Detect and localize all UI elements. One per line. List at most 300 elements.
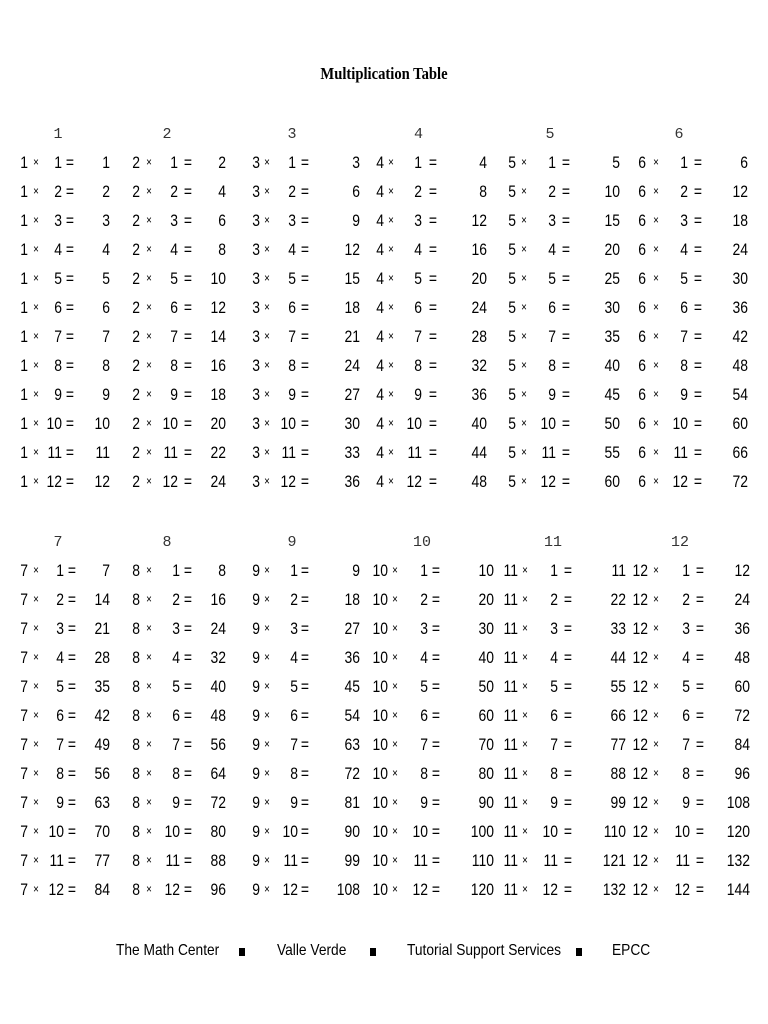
multiplier: 3 bbox=[420, 619, 428, 638]
equation-row bbox=[350, 759, 500, 788]
multiplier: 5 bbox=[172, 677, 180, 696]
equals-sign: = bbox=[183, 182, 193, 201]
equals-sign: = bbox=[563, 793, 573, 812]
equation-row bbox=[350, 351, 500, 380]
multiplier: 9 bbox=[288, 385, 296, 404]
multiplicand: 8 bbox=[132, 677, 140, 696]
product: 72 bbox=[210, 793, 226, 812]
equals-sign: = bbox=[300, 211, 310, 230]
times-sign: × bbox=[653, 563, 659, 577]
multiplicand: 2 bbox=[132, 182, 140, 201]
equals-sign: = bbox=[695, 735, 705, 754]
product: 96 bbox=[210, 880, 226, 899]
product: 32 bbox=[210, 648, 226, 667]
product: 66 bbox=[732, 443, 748, 462]
product: 45 bbox=[604, 385, 620, 404]
multiplicand: 1 bbox=[20, 414, 28, 433]
times-sign: × bbox=[264, 679, 270, 693]
product: 24 bbox=[344, 356, 360, 375]
product: 84 bbox=[94, 880, 110, 899]
multiplicand: 7 bbox=[20, 880, 28, 899]
product: 48 bbox=[471, 472, 487, 491]
equation-row bbox=[610, 875, 760, 904]
equation-row bbox=[350, 148, 500, 177]
times-sign: × bbox=[33, 184, 39, 198]
multiplier: 7 bbox=[54, 327, 62, 346]
multiplier: 6 bbox=[288, 298, 296, 317]
multiplicand: 11 bbox=[503, 764, 518, 783]
times-sign: × bbox=[146, 766, 152, 780]
product: 12 bbox=[471, 211, 487, 230]
multiplier: 1 bbox=[290, 561, 298, 580]
multiplier: 5 bbox=[548, 269, 556, 288]
product: 54 bbox=[732, 385, 748, 404]
product: 24 bbox=[471, 298, 487, 317]
equals-sign: = bbox=[183, 677, 193, 696]
equals-sign: = bbox=[65, 443, 75, 462]
multiplicand: 5 bbox=[508, 385, 516, 404]
equals-sign: = bbox=[561, 211, 571, 230]
multiplicand: 8 bbox=[132, 735, 140, 754]
product: 27 bbox=[344, 619, 360, 638]
equation-row bbox=[350, 264, 500, 293]
equation-row bbox=[480, 409, 630, 438]
equals-sign: = bbox=[300, 327, 310, 346]
equals-sign: = bbox=[183, 211, 193, 230]
times-sign: × bbox=[392, 824, 398, 838]
times-sign: × bbox=[521, 271, 527, 285]
multiplier: 8 bbox=[550, 764, 558, 783]
equals-sign: = bbox=[300, 677, 310, 696]
times-sign: × bbox=[522, 708, 528, 722]
multiplier: 1 bbox=[550, 561, 558, 580]
times-sign: × bbox=[33, 650, 39, 664]
equals-sign: = bbox=[67, 822, 77, 841]
multiplicand: 12 bbox=[632, 851, 648, 870]
multiplicand: 4 bbox=[376, 153, 384, 172]
multiplier: 6 bbox=[550, 706, 558, 725]
equation-row bbox=[610, 206, 760, 235]
multiplier: 1 bbox=[288, 153, 296, 172]
multiplier: 2 bbox=[550, 590, 558, 609]
equals-sign: = bbox=[300, 822, 310, 841]
product: 18 bbox=[210, 385, 226, 404]
times-sign: × bbox=[522, 795, 528, 809]
equals-sign: = bbox=[300, 619, 310, 638]
times-sign: × bbox=[653, 621, 659, 635]
product: 42 bbox=[732, 327, 748, 346]
equation-row bbox=[350, 585, 500, 614]
multiplier: 4 bbox=[682, 648, 690, 667]
multiplicand: 6 bbox=[638, 240, 646, 259]
equals-sign: = bbox=[65, 414, 75, 433]
multiplier: 11 bbox=[407, 443, 422, 462]
equation-row bbox=[350, 438, 500, 467]
multiplicand: 11 bbox=[503, 706, 518, 725]
equals-sign: = bbox=[695, 677, 705, 696]
equals-sign: = bbox=[431, 880, 441, 899]
product: 90 bbox=[344, 822, 360, 841]
times-sign: × bbox=[522, 563, 528, 577]
multiplicand: 6 bbox=[638, 414, 646, 433]
product: 27 bbox=[344, 385, 360, 404]
square-bullet-icon bbox=[370, 948, 376, 956]
multiplicand: 9 bbox=[252, 648, 260, 667]
multiplicand: 6 bbox=[638, 327, 646, 346]
multiplier: 3 bbox=[548, 211, 556, 230]
multiplicand: 10 bbox=[372, 735, 388, 754]
multiplier: 6 bbox=[54, 298, 62, 317]
product: 15 bbox=[344, 269, 360, 288]
times-sign: × bbox=[388, 300, 394, 314]
equation-row bbox=[480, 585, 630, 614]
multiplier: 10 bbox=[48, 822, 64, 841]
equals-sign: = bbox=[563, 764, 573, 783]
equation-row bbox=[610, 846, 760, 875]
product: 15 bbox=[604, 211, 620, 230]
equals-sign: = bbox=[695, 648, 705, 667]
times-sign: × bbox=[146, 155, 152, 169]
times-sign: × bbox=[146, 184, 152, 198]
multiplier: 11 bbox=[673, 443, 688, 462]
multiplier: 10 bbox=[672, 414, 688, 433]
product: 12 bbox=[344, 240, 360, 259]
product: 35 bbox=[94, 677, 110, 696]
equation-row bbox=[610, 585, 760, 614]
multiplier: 12 bbox=[672, 472, 688, 491]
multiplier: 10 bbox=[674, 822, 690, 841]
multiplier: 8 bbox=[290, 764, 298, 783]
multiplicand: 5 bbox=[508, 182, 516, 201]
multiplicand: 10 bbox=[372, 677, 388, 696]
times-sign: × bbox=[33, 679, 39, 693]
multiplicand: 4 bbox=[376, 182, 384, 201]
product: 44 bbox=[610, 648, 626, 667]
equals-sign: = bbox=[695, 880, 705, 899]
multiplier: 4 bbox=[290, 648, 298, 667]
footer-math-center: The Math Center bbox=[116, 942, 220, 959]
times-sign: × bbox=[264, 650, 270, 664]
times-sign: × bbox=[146, 358, 152, 372]
multiplier: 3 bbox=[56, 619, 64, 638]
multiplicand: 3 bbox=[252, 182, 260, 201]
times-sign: × bbox=[653, 679, 659, 693]
times-sign: × bbox=[146, 650, 152, 664]
multiplier: 4 bbox=[420, 648, 428, 667]
equals-sign: = bbox=[563, 590, 573, 609]
multiplier: 4 bbox=[550, 648, 558, 667]
times-sign: × bbox=[33, 358, 39, 372]
equals-sign: = bbox=[431, 706, 441, 725]
times-sign: × bbox=[33, 474, 39, 488]
times-sign: × bbox=[653, 708, 659, 722]
times-sign: × bbox=[146, 679, 152, 693]
equals-sign: = bbox=[300, 472, 310, 491]
multiplier: 8 bbox=[56, 764, 64, 783]
product: 60 bbox=[734, 677, 750, 696]
multiplicand: 12 bbox=[632, 561, 648, 580]
product: 49 bbox=[94, 735, 110, 754]
multiplier: 8 bbox=[420, 764, 428, 783]
times-sign: × bbox=[653, 213, 659, 227]
product: 18 bbox=[344, 298, 360, 317]
multiplier: 5 bbox=[680, 269, 688, 288]
equation-row bbox=[350, 875, 500, 904]
multiplicand: 1 bbox=[20, 472, 28, 491]
product: 36 bbox=[471, 385, 487, 404]
multiplier: 11 bbox=[543, 851, 558, 870]
multiplicand: 4 bbox=[376, 240, 384, 259]
equals-sign: = bbox=[428, 472, 438, 491]
times-sign: × bbox=[264, 184, 270, 198]
footer-epcc: EPCC bbox=[612, 942, 651, 959]
product: 2 bbox=[102, 182, 110, 201]
product: 20 bbox=[478, 590, 494, 609]
equals-sign: = bbox=[183, 561, 193, 580]
times-sign: × bbox=[392, 592, 398, 606]
multiplier: 12 bbox=[406, 472, 422, 491]
multiplicand: 9 bbox=[252, 880, 260, 899]
multiplier: 1 bbox=[54, 153, 62, 172]
multiplier: 11 bbox=[281, 443, 296, 462]
equation-row bbox=[480, 351, 630, 380]
multiplier: 3 bbox=[550, 619, 558, 638]
equation-row bbox=[350, 206, 500, 235]
product: 63 bbox=[344, 735, 360, 754]
product: 56 bbox=[94, 764, 110, 783]
times-sign: × bbox=[388, 155, 394, 169]
multiplicand: 12 bbox=[632, 822, 648, 841]
equation-row bbox=[480, 467, 630, 496]
multiplicand: 4 bbox=[376, 356, 384, 375]
product: 18 bbox=[344, 590, 360, 609]
product: 77 bbox=[610, 735, 626, 754]
times-sign: × bbox=[33, 766, 39, 780]
product: 35 bbox=[604, 327, 620, 346]
product: 108 bbox=[726, 793, 750, 812]
equation-row bbox=[610, 672, 760, 701]
multiplier: 9 bbox=[170, 385, 178, 404]
equals-sign: = bbox=[183, 414, 193, 433]
product: 70 bbox=[478, 735, 494, 754]
multiplicand: 4 bbox=[376, 472, 384, 491]
equals-sign: = bbox=[693, 298, 703, 317]
multiplicand: 2 bbox=[132, 356, 140, 375]
times-sign: × bbox=[146, 708, 152, 722]
times-sign: × bbox=[146, 737, 152, 751]
equals-sign: = bbox=[67, 880, 77, 899]
multiplicand: 12 bbox=[632, 764, 648, 783]
multiplier: 7 bbox=[288, 327, 296, 346]
multiplier: 4 bbox=[54, 240, 62, 259]
multiplier: 7 bbox=[420, 735, 428, 754]
multiplier: 1 bbox=[414, 153, 422, 172]
multiplicand: 12 bbox=[632, 590, 648, 609]
times-sign: × bbox=[521, 387, 527, 401]
equals-sign: = bbox=[431, 590, 441, 609]
multiplicand: 6 bbox=[638, 298, 646, 317]
equals-sign: = bbox=[183, 706, 193, 725]
equals-sign: = bbox=[693, 443, 703, 462]
multiplicand: 4 bbox=[376, 443, 384, 462]
times-sign: × bbox=[146, 592, 152, 606]
times-sign: × bbox=[33, 737, 39, 751]
multiplier: 9 bbox=[290, 793, 298, 812]
times-sign: × bbox=[33, 853, 39, 867]
equation-row bbox=[480, 875, 630, 904]
product: 72 bbox=[344, 764, 360, 783]
multiplicand: 2 bbox=[132, 327, 140, 346]
equation-row bbox=[350, 788, 500, 817]
multiplier: 5 bbox=[288, 269, 296, 288]
equals-sign: = bbox=[428, 298, 438, 317]
multiplier: 5 bbox=[54, 269, 62, 288]
multiplier: 7 bbox=[682, 735, 690, 754]
multiplier: 10 bbox=[280, 414, 296, 433]
multiplicand: 8 bbox=[132, 822, 140, 841]
product: 24 bbox=[210, 619, 226, 638]
multiplicand: 2 bbox=[132, 269, 140, 288]
times-sign: × bbox=[392, 708, 398, 722]
multiplier: 9 bbox=[56, 793, 64, 812]
multiplier: 2 bbox=[288, 182, 296, 201]
times-sign: × bbox=[388, 329, 394, 343]
equals-sign: = bbox=[67, 735, 77, 754]
page-title: Multiplication Table bbox=[320, 64, 448, 83]
equals-sign: = bbox=[183, 269, 193, 288]
multiplier: 2 bbox=[54, 182, 62, 201]
times-sign: × bbox=[521, 358, 527, 372]
table-header: 8 bbox=[162, 534, 172, 551]
multiplicand: 10 bbox=[372, 590, 388, 609]
equals-sign: = bbox=[67, 561, 77, 580]
multiplier: 2 bbox=[548, 182, 556, 201]
times-sign: × bbox=[653, 824, 659, 838]
times-sign: × bbox=[521, 300, 527, 314]
equals-sign: = bbox=[693, 327, 703, 346]
multiplicand: 1 bbox=[20, 269, 28, 288]
equals-sign: = bbox=[67, 590, 77, 609]
equals-sign: = bbox=[65, 385, 75, 404]
equation-row bbox=[610, 701, 760, 730]
equation-row bbox=[480, 817, 630, 846]
multiplicand: 7 bbox=[20, 648, 28, 667]
product: 36 bbox=[344, 648, 360, 667]
times-sign: × bbox=[653, 329, 659, 343]
product: 2 bbox=[218, 153, 226, 172]
multiplier: 9 bbox=[172, 793, 180, 812]
equation-row bbox=[350, 322, 500, 351]
times-sign: × bbox=[392, 621, 398, 635]
product: 12 bbox=[732, 182, 748, 201]
product: 72 bbox=[732, 472, 748, 491]
equals-sign: = bbox=[65, 153, 75, 172]
equals-sign: = bbox=[695, 561, 705, 580]
equals-sign: = bbox=[65, 472, 75, 491]
multiplicand: 10 bbox=[372, 851, 388, 870]
times-sign: × bbox=[521, 184, 527, 198]
multiplier: 8 bbox=[54, 356, 62, 375]
times-sign: × bbox=[264, 824, 270, 838]
equals-sign: = bbox=[695, 793, 705, 812]
times-sign: × bbox=[264, 882, 270, 896]
multiplier: 12 bbox=[48, 880, 64, 899]
multiplicand: 6 bbox=[638, 443, 646, 462]
product: 3 bbox=[102, 211, 110, 230]
times-sign: × bbox=[392, 853, 398, 867]
multiplier: 8 bbox=[288, 356, 296, 375]
times-sign: × bbox=[264, 853, 270, 867]
times-sign: × bbox=[264, 563, 270, 577]
times-sign: × bbox=[521, 416, 527, 430]
multiplicand: 3 bbox=[252, 269, 260, 288]
product: 120 bbox=[726, 822, 750, 841]
product: 80 bbox=[210, 822, 226, 841]
equation-row bbox=[480, 730, 630, 759]
times-sign: × bbox=[146, 853, 152, 867]
product: 4 bbox=[102, 240, 110, 259]
product: 50 bbox=[478, 677, 494, 696]
multiplicand: 2 bbox=[132, 211, 140, 230]
times-sign: × bbox=[264, 795, 270, 809]
equals-sign: = bbox=[300, 851, 310, 870]
times-sign: × bbox=[33, 271, 39, 285]
multiplicand: 8 bbox=[132, 880, 140, 899]
multiplicand: 6 bbox=[638, 385, 646, 404]
product: 12 bbox=[94, 472, 110, 491]
equals-sign: = bbox=[693, 385, 703, 404]
multiplier: 12 bbox=[282, 880, 298, 899]
equals-sign: = bbox=[183, 356, 193, 375]
equals-sign: = bbox=[183, 735, 193, 754]
multiplier: 4 bbox=[548, 240, 556, 259]
multiplier: 3 bbox=[170, 211, 178, 230]
multiplicand: 2 bbox=[132, 443, 140, 462]
multiplier: 7 bbox=[172, 735, 180, 754]
multiplicand: 10 bbox=[372, 764, 388, 783]
multiplier: 11 bbox=[49, 851, 64, 870]
times-sign: × bbox=[653, 795, 659, 809]
equals-sign: = bbox=[431, 822, 441, 841]
product: 28 bbox=[471, 327, 487, 346]
multiplier: 6 bbox=[682, 706, 690, 725]
equation-row bbox=[610, 643, 760, 672]
equation-row bbox=[350, 614, 500, 643]
product: 56 bbox=[210, 735, 226, 754]
times-sign: × bbox=[653, 445, 659, 459]
product: 44 bbox=[471, 443, 487, 462]
equals-sign: = bbox=[693, 269, 703, 288]
multiplicand: 4 bbox=[376, 385, 384, 404]
multiplier: 9 bbox=[550, 793, 558, 812]
product: 21 bbox=[344, 327, 360, 346]
product: 99 bbox=[610, 793, 626, 812]
multiplicand: 6 bbox=[638, 153, 646, 172]
product: 54 bbox=[344, 706, 360, 725]
equals-sign: = bbox=[67, 677, 77, 696]
multiplicand: 3 bbox=[252, 443, 260, 462]
product: 66 bbox=[610, 706, 626, 725]
equals-sign: = bbox=[183, 240, 193, 259]
multiplier: 12 bbox=[542, 880, 558, 899]
times-sign: × bbox=[392, 766, 398, 780]
multiplier: 2 bbox=[290, 590, 298, 609]
equals-sign: = bbox=[183, 619, 193, 638]
equals-sign: = bbox=[561, 356, 571, 375]
times-sign: × bbox=[522, 766, 528, 780]
product: 32 bbox=[471, 356, 487, 375]
multiplicand: 1 bbox=[20, 327, 28, 346]
